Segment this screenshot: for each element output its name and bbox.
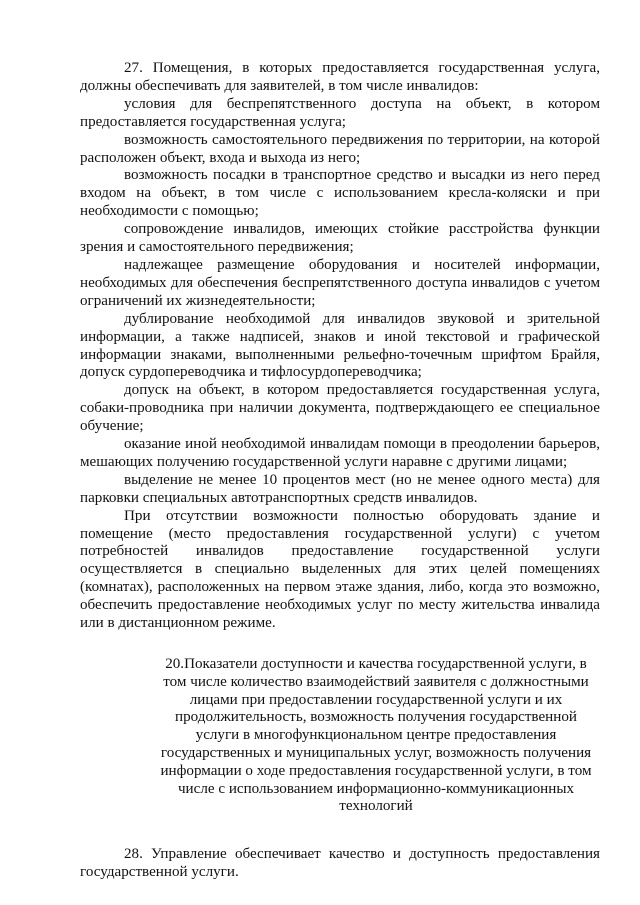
list-item-information-duplication: дублирование необходимой для инвалидов звуковой и зрительной информации, а также надписей, знаков и иной текстовой и графической информации знаками, выполненными рельефно-точечным шрифтом Брайля, допуск сурдопереводчика и тифлосурдопереводчика;	[80, 310, 600, 381]
document-page	[80, 60, 600, 882]
paragraph-27-intro: 27. Помещения, в которых предоставляется государственная услуга, должны обеспечивать для заявителей, в том числе инвалидов:	[80, 60, 600, 94]
list-item-parking: выделение не менее 10 процентов мест (но не менее одного места) для парковки специальных автотранспортных средств инвалидов.	[80, 471, 600, 506]
list-item-escort: сопровождение инвалидов, имеющих стойкие расстройства функции зрения и самостоятельного передвижения;	[80, 221, 600, 256]
paragraph-28: 28. Управление обеспечивает качество и доступность предоставления государственной услуги.	[80, 846, 600, 881]
list-item-vehicle-boarding: возможность посадки в транспортное средство и высадки из него перед входом на объект, в том числе с использованием кресла-коляски и при необходимости с помощью;	[80, 167, 600, 220]
section-heading-20: 20.Показатели доступности и качества государственной услуги, в том числе количество взаимодействий заявителя с должностными лицами при предоставлении государственной услуги и их продолжительность, возможность получения государственной услуги в многофункциональном центре предоставления государственных и муниципальных услуг, возможность получения информации о ходе предоставления государственной услуги, в том числе с использованием информационно-коммуникационных технологий	[160, 656, 592, 815]
list-item-equipment-placement: надлежащее размещение оборудования и носителей информации, необходимых для обеспечения беспрепятственного доступа инвалидов с учетом ограничений их жизнедеятельности;	[80, 256, 600, 309]
list-item-independent-movement: возможность самостоятельного передвижения по территории, на которой расположен объект, входа и выхода из него;	[80, 131, 600, 166]
paragraph-alternative-provision: При отсутствии возможности полностью оборудовать здание и помещение (место предоставления государственной услуги) с учетом потребностей инвалидов предоставление государственной услуги осуществляется в специально выделенных для этих целей помещениях (комнатах), расположенных на первом этаже здания, либо, когда это возможно, обеспечить предоставление необходимых услуг по месту жительства инвалида или в дистанционном режиме.	[80, 507, 600, 632]
list-item-guide-dog: допуск на объект, в котором предоставляется государственная услуга, собаки-проводника при наличии документа, подтверждающего ее специальное обучение;	[80, 382, 600, 435]
list-item-barrier-free-access: условия для беспрепятственного доступа на объект, в котором предоставляется государственная услуга;	[80, 95, 600, 130]
list-item-other-assistance: оказание иной необходимой инвалидам помощи в преодолении барьеров, мешающих получению государственной услуги наравне с другими лицами;	[80, 436, 600, 470]
